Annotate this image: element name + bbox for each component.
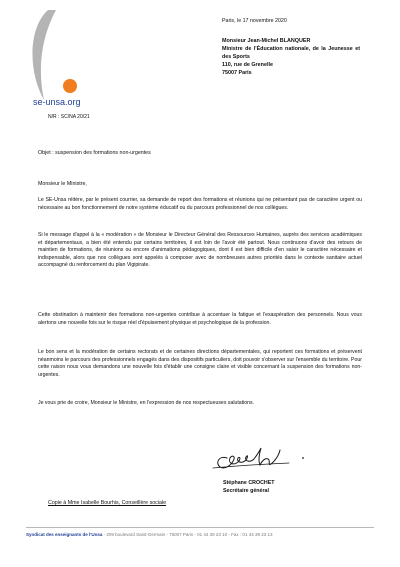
signer-name: Stéphane CROCHET [223,480,275,486]
letter-salutation: Monsieur le Ministre, [38,181,87,187]
recipient-street: 110, rue de Grenelle [222,62,273,68]
paragraph-5-closing: Je vous prie de croire, Monsieur le Ministre, en l'expression de nos respectueuses salutations. [38,400,255,406]
recipient-title: Ministre de l'Éducation nationale, de la Jeunesse et des Sports [222,46,360,60]
logo-orange-dot [63,79,77,93]
reference-number: N/R : SC/NA 20/21 [48,114,90,120]
letter-subject: Objet : suspension des formations non-urgentes [38,150,151,156]
logo-text: se-unsa.org [33,97,81,107]
signer-title: Secrétaire général [223,488,269,494]
recipient-city: 75007 Paris [222,70,252,76]
footer-divider [26,527,374,528]
recipient-address [222,37,360,77]
copy-recipient: Copie à Mme Isabelle Bourhis, Conseillère sociale [48,500,167,506]
paragraph-4: Le bon sens et la modération de certains rectorats et de certaines directions départementales, qui reportent ces formations et préservent néanmoins le parcours des professionnels engagés dans des dispositifs particuliers, doit pouvoir s'observer sur l'ensemble du territoire. Pour cette raison nous vous demandons une nouvelle fois d'établir une consigne claire et visible concernant la suspension des formations non-urgentes. [38,349,362,378]
footer-address: - 209 boulevard Saint-Germain - 75007 Paris - 01 44 39 23 10 - Fax : 01 44 39 23 13 [102,532,273,537]
paragraph-2: Si le message d'appel à la « modération » de Monsieur le Directeur Général des Ressources Humaines, auprès des services académiques et départementaux, a bien été entendu par certains territoires, il est loin de l'avoir été partout. Nous continuons d'avoir des retours de maintien de formations, de réunions ou encore d'animations pédagogiques, dont il est bien difficile d'en saisir le caractère nécessaire et indispensable, alors que nos collègues sont appelés à composer avec de nombreuses autres priorités dans le contexte sanitaire actuel accompagné du renforcement du plan Vigipirate. [38,232,362,269]
handwritten-signature [205,442,313,472]
paragraph-1: Le SE-Unsa réitère, par le présent courrier, sa demande de report des formations et réunions qui ne présentant pas de caractère urgent ou nécessaire au bon fonctionnement de notre système éducatif ou du parcours professionnel de nos collègues. [38,197,362,211]
logo-grey-curve [32,10,56,100]
recipient-name: Monsieur Jean-Michel BLANQUER [222,38,311,44]
letter-date: Paris, le 17 novembre 2020 [222,18,287,24]
paragraph-3: Cette obstination à maintenir des formations non-urgentes contribue à accentuer la fatigue et l'exaspération des personnels. Nous vous alertons une nouvelle fois sur le risque réel d'épuisement physique et psychologique de la profession. [38,312,362,326]
signer-block [223,479,275,495]
footer [26,532,272,537]
footer-org: Syndicat des enseignants de l'Unsa [26,532,103,537]
